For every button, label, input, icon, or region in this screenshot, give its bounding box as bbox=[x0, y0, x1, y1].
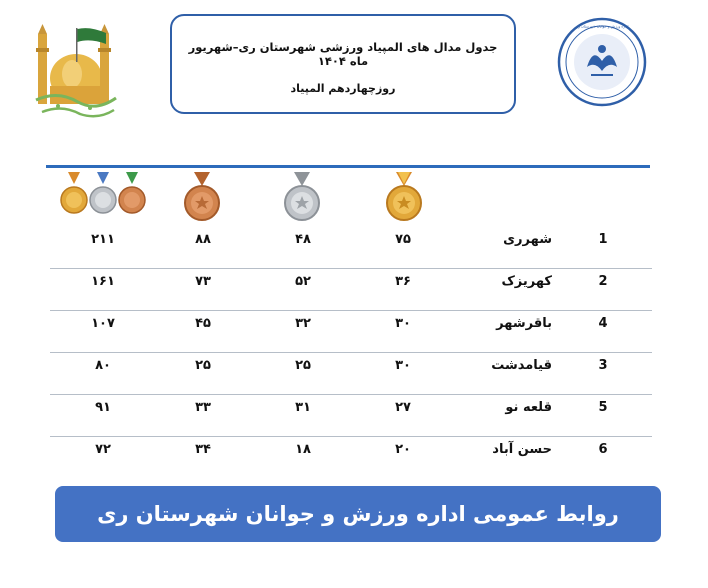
silver-medal-icon bbox=[280, 172, 324, 222]
bronze-count: ۲۵ bbox=[195, 358, 211, 373]
gold-count: ۳۶ bbox=[395, 274, 411, 289]
total-count: ۸۰ bbox=[95, 358, 111, 373]
header-divider bbox=[46, 165, 650, 168]
bronze-count: ۳۴ bbox=[195, 442, 211, 457]
bronze-count: ۷۳ bbox=[195, 274, 211, 289]
rank-cell: 3 bbox=[598, 358, 608, 373]
gold-count: ۳۰ bbox=[395, 316, 411, 331]
silver-count: ۲۵ bbox=[295, 358, 311, 373]
silver-count: ۱۸ bbox=[295, 442, 311, 457]
organization-logo bbox=[557, 17, 647, 107]
gold-count: ۲۰ bbox=[395, 442, 411, 457]
gold-medal-icon bbox=[382, 172, 426, 222]
total-count: ۲۱۱ bbox=[91, 232, 115, 247]
page-subtitle: روزچهاردهم المپیاد bbox=[290, 82, 396, 95]
team-name: شهرری bbox=[503, 232, 552, 247]
shrine-illustration bbox=[28, 20, 120, 120]
team-name: باقرشهر bbox=[496, 316, 552, 331]
rank-cell: 5 bbox=[598, 400, 608, 415]
row-divider bbox=[50, 268, 652, 269]
bronze-medal-icon bbox=[180, 172, 224, 222]
silver-count: ۴۸ bbox=[295, 232, 311, 247]
silver-count: ۳۲ bbox=[295, 316, 311, 331]
row-divider bbox=[50, 352, 652, 353]
title-box bbox=[170, 14, 516, 114]
rank-cell: 6 bbox=[598, 442, 608, 457]
rank-cell: 4 bbox=[598, 316, 608, 331]
row-divider bbox=[50, 310, 652, 311]
rank-cell: 1 bbox=[598, 232, 608, 247]
logo-text: اداره ورزش و جوانان شهرستان ری bbox=[575, 24, 629, 29]
rank-cell: 2 bbox=[598, 274, 608, 289]
gold-count: ۲۷ bbox=[395, 400, 411, 415]
bronze-count: ۳۳ bbox=[195, 400, 211, 415]
bronze-count: ۴۵ bbox=[195, 316, 211, 331]
team-name: قلعه نو bbox=[505, 400, 552, 415]
silver-count: ۳۱ bbox=[295, 400, 311, 415]
row-divider bbox=[50, 394, 652, 395]
footer-banner: روابط عمومی اداره ورزش و جوانان شهرستان ری bbox=[55, 486, 661, 542]
total-count: ۷۲ bbox=[95, 442, 111, 457]
total-count: ۱۶۱ bbox=[91, 274, 115, 289]
team-name: کهریزک bbox=[501, 274, 552, 289]
three-medals-icon bbox=[60, 172, 148, 216]
gold-count: ۳۰ bbox=[395, 358, 411, 373]
page-title: جدول مدال های المپیاد ورزشی شهرستان ری–شهریور ماه ۱۴۰۴ bbox=[188, 40, 498, 68]
total-count: ۱۰۷ bbox=[91, 316, 115, 331]
gold-count: ۷۵ bbox=[395, 232, 411, 247]
bronze-count: ۸۸ bbox=[195, 232, 211, 247]
silver-count: ۵۲ bbox=[295, 274, 311, 289]
row-divider bbox=[50, 436, 652, 437]
team-name: قیامدشت bbox=[491, 358, 552, 373]
team-name: حسن آباد bbox=[492, 442, 552, 457]
total-count: ۹۱ bbox=[95, 400, 111, 415]
